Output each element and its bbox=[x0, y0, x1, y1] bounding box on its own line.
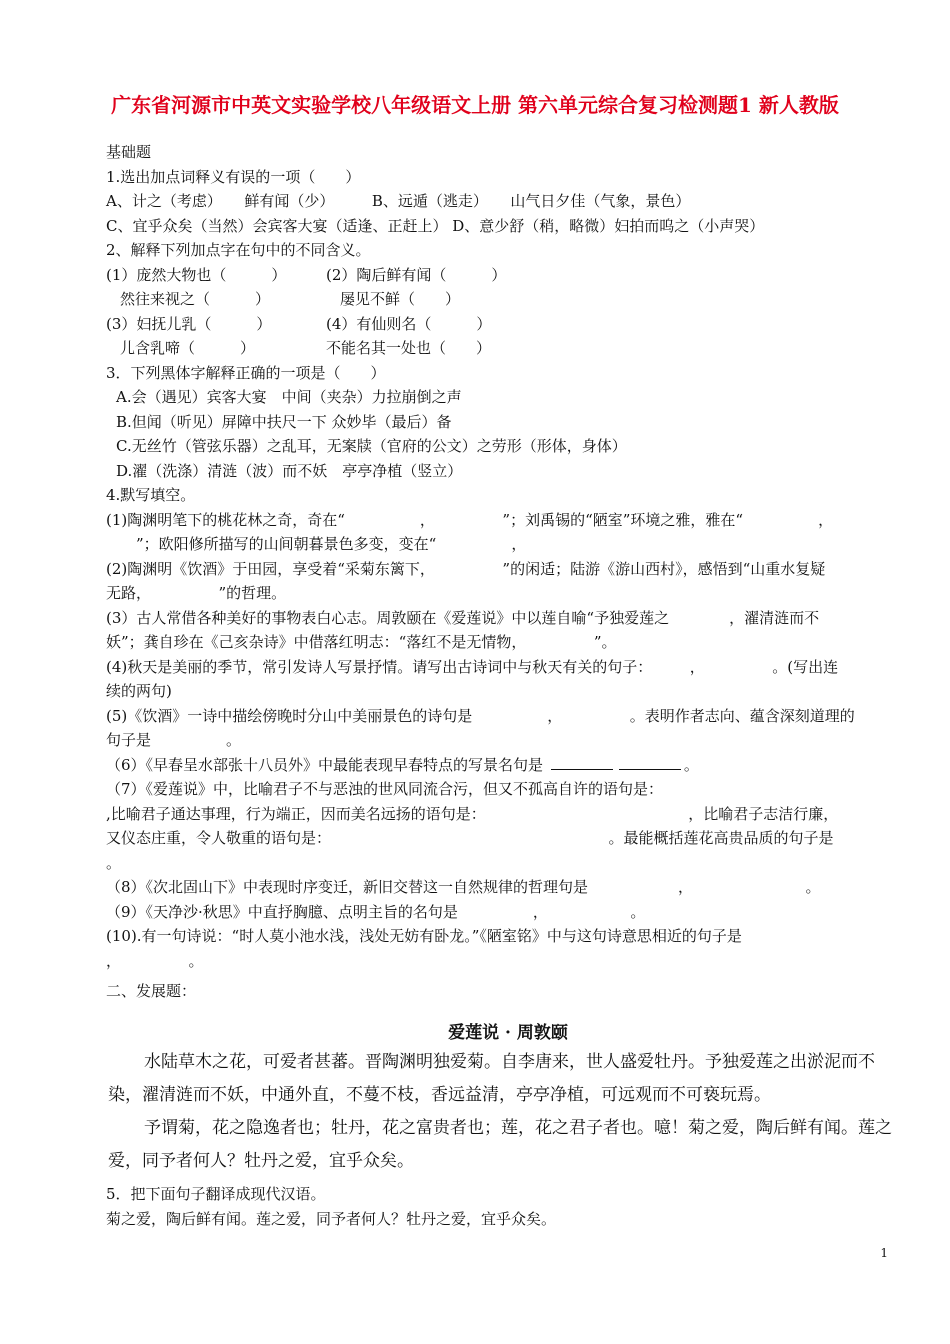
q3-option-c: C.无丝竹（管弦乐器）之乱耳，无案牍（官府的公文）之劳形（形体，身体） bbox=[116, 437, 627, 455]
q2-item-4b: 不能名其一处也（ ） bbox=[326, 339, 492, 357]
q1-stem: 1.选出加点词释义有误的一项（ ） bbox=[106, 167, 361, 186]
q4-item-1b: ”；欧阳修所描写的山间朝暮景色多变，变在“ ， bbox=[106, 535, 527, 553]
q4-item-8: （8）《次北固山下》中表现时序变迁，新旧交替这一自然规律的哲理句是 ， 。 bbox=[106, 878, 821, 896]
q4-item-3a: (3）古人常借各种美好的事物表白心志。周敦颐在《爱莲说》中以莲自喻“予独爱莲之 ，濯清涟而不 bbox=[106, 608, 820, 627]
q4-item-10a: (10).有一句诗说：“时人莫小池水浅，浅处无妨有卧龙。”《陋室铭》中与这句诗意思相近的句子是 bbox=[106, 927, 742, 945]
q2-item-2a: (2）陶后鲜有闻（ ） bbox=[326, 265, 507, 284]
exercise-body bbox=[106, 140, 896, 1004]
q4-item-9: （9）《天净沙·秋思》中直抒胸臆、点明主旨的名句是 ， 。 bbox=[106, 902, 646, 921]
q2-item-1b: 然往来视之（ ） bbox=[120, 290, 271, 308]
q4-item-4a: (4)秋天是美丽的季节，常引发诗人写景抒情。请写出古诗词中与秋天有关的句子： ， 。(写出连 bbox=[106, 657, 839, 676]
q5-section bbox=[106, 1182, 556, 1231]
q2-row-3 bbox=[106, 312, 896, 337]
q4-item-6: （6）《早春呈水部张十八员外》中最能表现早春特点的写景名句是 。 bbox=[106, 755, 699, 774]
q1-option-ab: A、计之（考虑） 鲜有闻（少） B、远遁（逃走） 山气日夕佳（气象，景色） bbox=[106, 192, 691, 210]
q4-item-3b: 妖”；龚自珍在《己亥杂诗》中借落红明志：“落红不是无情物， ”。 bbox=[106, 633, 617, 651]
q3-stem: 3．下列黑体字解释正确的一项是（ ） bbox=[106, 363, 386, 382]
q2-item-3b: 儿含乳啼（ ） bbox=[120, 339, 256, 357]
q4-item-1a: (1)陶渊明笔下的桃花林之奇，奇在“ ， ”；刘禹锡的“陋室”环境之雅，雅在“ ， bbox=[106, 510, 834, 529]
q4-item-7b: ,比喻君子通达事理，行为端正，因而美名远扬的语句是： ，比喻君子志洁行廉， bbox=[106, 804, 839, 823]
section-basic: 基础题 bbox=[106, 143, 152, 161]
q2-row-1 bbox=[106, 263, 896, 288]
document-title: 广东省河源市中英文实验学校八年级语文上册 第六单元综合复习检测题1 新人教版 bbox=[111, 93, 839, 117]
q3-option-b: B.但闻（听见）屏障中扶尺一下 众妙毕（最后）备 bbox=[116, 412, 452, 431]
q2-row-4 bbox=[106, 336, 896, 361]
q2-item-1a: (1）庞然大物也（ ） bbox=[106, 265, 287, 284]
passage-paragraph-2: 予谓菊，花之隐逸者也；牡丹，花之富贵者也；莲，花之君子者也。噫！菊之爱，陶后鲜有闻。莲之爱，同予者何人？牡丹之爱，宜乎众矣。 bbox=[108, 1118, 892, 1171]
q4-item-7c: 又仪态庄重，令人敬重的语句是： 。最能概括莲花高贵品质的句子是 bbox=[106, 829, 834, 847]
answer-blank bbox=[551, 769, 613, 770]
q4-item-6-text: （6）《早春呈水部张十八员外》中最能表现早春特点的写景名句是 bbox=[106, 755, 544, 774]
q2-item-4a: (4）有仙则名（ ） bbox=[326, 314, 492, 333]
q1-option-cd: C、宜乎众矣（当然）会宾客大宴（适逢、正赶上） D、意少舒（稍，略微）妇拍而呜之（小声哭） bbox=[106, 216, 765, 235]
q2-stem: 2、解释下列加点字在句中的不同含义。 bbox=[106, 241, 371, 259]
q4-stem: 4.默写填空。 bbox=[106, 486, 196, 504]
passage-title: 爱莲说 · 周敦颐 bbox=[448, 1023, 568, 1043]
q4-item-2b: 无路， ”的哲理。 bbox=[106, 584, 287, 602]
q3-option-d: D.濯（洗涤）清涟（波）而不妖 亭亭净植（竖立） bbox=[116, 461, 463, 480]
passage-image bbox=[108, 1018, 908, 1171]
q2-row-2 bbox=[106, 287, 896, 312]
q4-item-7d: 。 bbox=[106, 853, 122, 872]
q4-item-5a: (5)《饮酒》一诗中描绘傍晚时分山中美丽景色的诗句是 ， 。表明作者志向、蕴含深刻道理的 bbox=[106, 706, 855, 725]
q3-option-a: A.会（遇见）宾客大宴 中间（夹杂）力拉崩倒之声 bbox=[116, 388, 462, 406]
q4-item-5b: 句子是 。 bbox=[106, 731, 242, 749]
section-development: 二、发展题： bbox=[106, 982, 197, 1000]
q5-text: 菊之爱，陶后鲜有闻。莲之爱，同予者何人？牡丹之爱，宜乎众矣。 bbox=[106, 1209, 557, 1228]
q4-item-7a: （7）《爱莲说》中，比喻君子不与恶浊的世风同流合污，但又不孤高自许的语句是： bbox=[106, 780, 664, 798]
q2-item-3a: (3）妇抚儿乳（ ） bbox=[106, 314, 272, 333]
q2-item-2b: 屡见不鲜（ ） bbox=[340, 290, 461, 308]
q4-item-2a: (2)陶渊明《饮酒》于田园，享受着“采菊东篱下， ”的闲适；陆游《游山西村》，感悟到“山重水复疑 bbox=[106, 559, 826, 578]
passage-paragraph-1: 水陆草木之花，可爱者甚蕃。晋陶渊明独爱菊。自李唐来，世人盛爱牡丹。予独爱莲之出淤泥而不染，濯清涟而不妖，中通外直，不蔓不枝，香远益清，亭亭净植，可远观而不可亵玩焉。 bbox=[108, 1052, 875, 1105]
q4-item-4b: 续的两句) bbox=[106, 682, 172, 700]
q5-stem: 5．把下面句子翻译成现代汉语。 bbox=[106, 1185, 326, 1203]
q4-item-10b: ， 。 bbox=[106, 951, 204, 970]
answer-blank bbox=[619, 769, 681, 770]
page-number: 1 bbox=[880, 1246, 888, 1260]
